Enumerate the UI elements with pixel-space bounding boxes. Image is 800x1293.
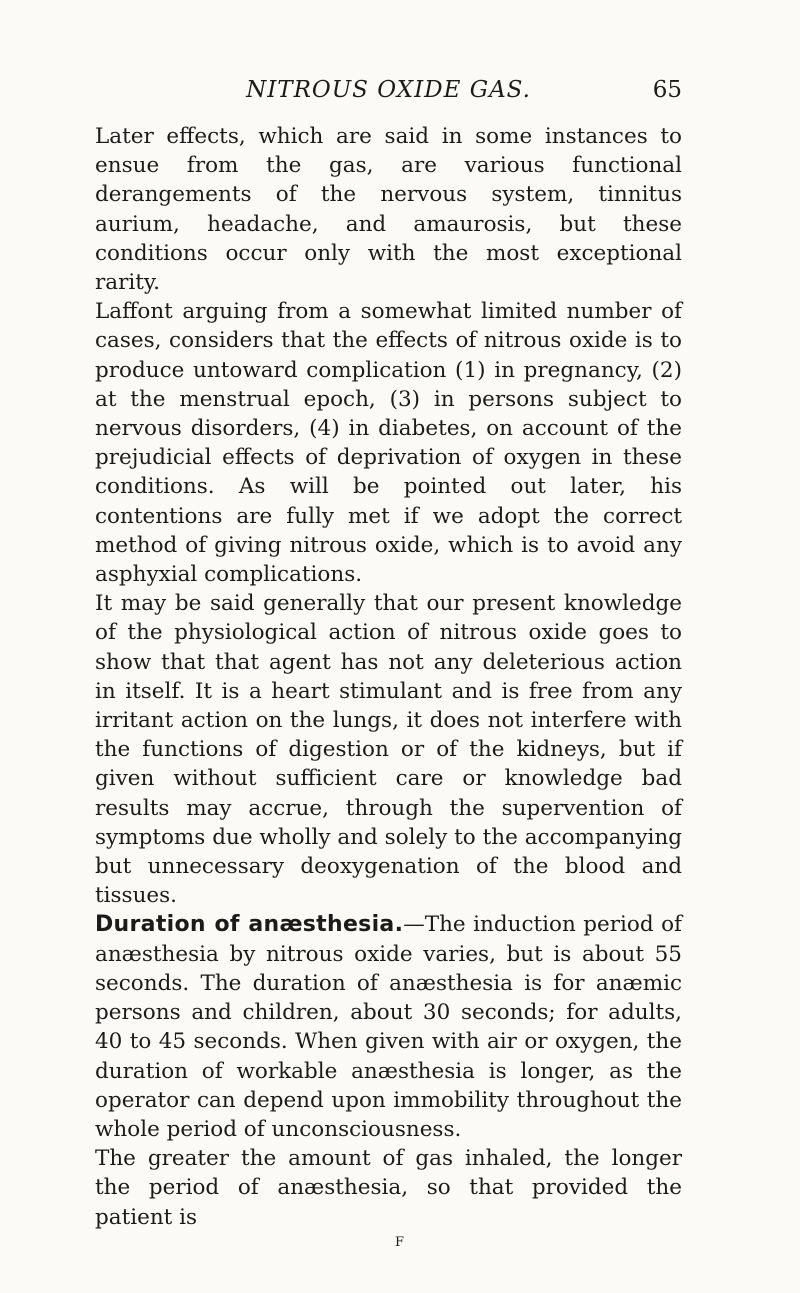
section-text: —The induction period of anæsthesia by nitrous oxide varies, but is about 55 seconds. The duration of anæsthesia is for anæmic persons and children, about 30 seconds; for adults, 40 to 45 seconds. When given with air or oxygen, the duration of workable anæsthesia is longer, as the operator can depend upon immobility throughout the whole period of unconsciousness. xyxy=(95,912,682,1142)
body-text xyxy=(95,122,682,1232)
paragraph-physiological-action: It may be said generally that our present knowledge of the physiological action of nitrous oxide goes to show that that agent has not any deleterious action in itself. It is a heart stimulant and is free from any irritant action on the lungs, it does not interfere with the functions of digestion or of the kidneys, but if given without sufficient care or knowledge bad results may accrue, through the supervention of symptoms due wholly and solely to the accompanying but unnecessary deoxygenation of the blood and tissues. xyxy=(95,591,682,909)
paragraph-laffont: Laffont arguing from a somewhat limited number of cases, considers that the effects of nitrous oxide is to produce untoward complication (1) in pregnancy, (2) at the menstrual epoch, (3) in persons subject to nervous disorders, (4) in diabetes, on account of the prejudicial effects of deprivation of oxygen in these conditions. As will be pointed out later, his contentions are fully met if we adopt the correct method of giving nitrous oxide, which is to avoid any asphyxial complications. xyxy=(95,299,682,588)
section-heading: Duration of anæsthesia. xyxy=(95,912,404,938)
running-title: NITROUS OXIDE GAS. xyxy=(246,77,531,103)
page-number: 65 xyxy=(652,77,682,103)
signature-mark: F xyxy=(394,1235,406,1250)
paragraph-greater-amount: The greater the amount of gas inhaled, the longer the period of anæsthesia, so that provided the patient is xyxy=(95,1146,682,1230)
paragraph-duration xyxy=(95,910,682,1144)
paragraph-later-effects: Later effects, which are said in some instances to ensue from the gas, are various functional derangements of the nervous system, tinnitus aurium, headache, and amaurosis, but these conditions occur only with the most exceptional rarity. xyxy=(95,124,682,296)
page-header xyxy=(95,77,682,105)
